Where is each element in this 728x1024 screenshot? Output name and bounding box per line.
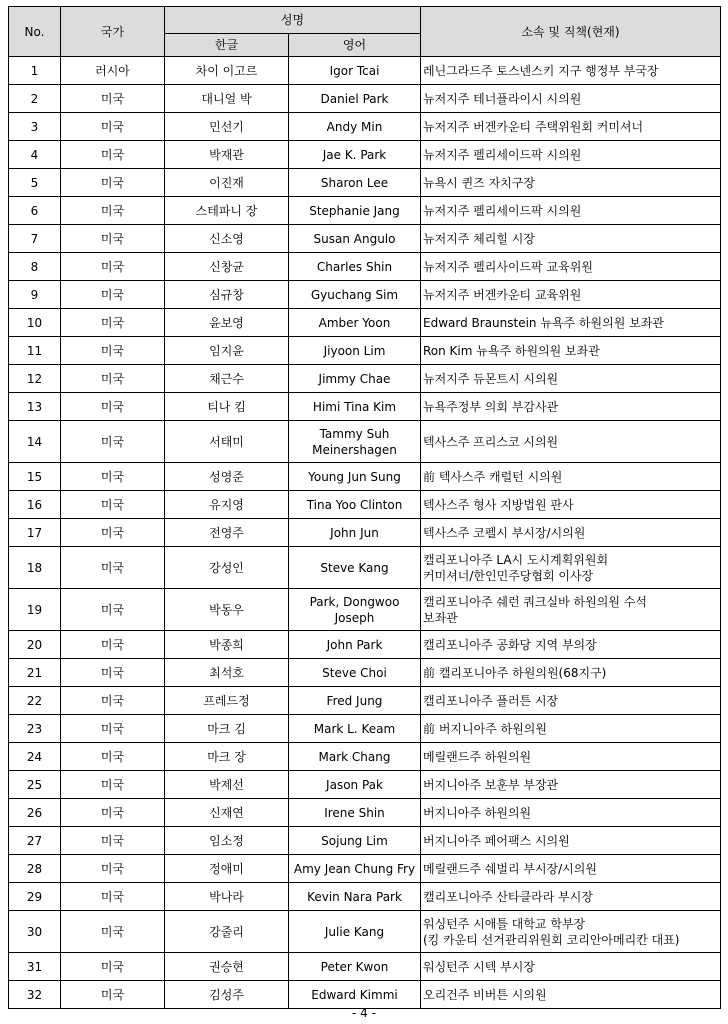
row-number: 28	[9, 855, 61, 883]
row-name-english	[289, 225, 421, 253]
row-country: 미국	[61, 799, 165, 827]
affiliation-line: 뉴저지주 펠리세이드팍 시의원	[423, 203, 582, 218]
table-header	[9, 7, 721, 57]
name-english-line: Jae K. Park	[322, 147, 387, 162]
row-name-english	[289, 491, 421, 519]
row-affiliation	[421, 519, 721, 547]
row-affiliation	[421, 855, 721, 883]
row-name-english	[289, 799, 421, 827]
name-english-line: Fred Jung	[326, 693, 383, 708]
row-name-english	[289, 197, 421, 225]
table-row	[9, 253, 721, 281]
row-country: 미국	[61, 85, 165, 113]
row-name-english	[289, 253, 421, 281]
row-name-korean: 임지윤	[165, 337, 289, 365]
row-country: 미국	[61, 463, 165, 491]
row-name-english	[289, 911, 421, 953]
page-number: - 4 -	[352, 1006, 376, 1020]
row-number: 3	[9, 113, 61, 141]
row-country: 미국	[61, 113, 165, 141]
row-name-english	[289, 547, 421, 589]
name-english-line: Steve Kang	[320, 560, 389, 575]
row-name-english	[289, 337, 421, 365]
row-affiliation	[421, 715, 721, 743]
row-number: 29	[9, 883, 61, 911]
affiliation-line: 메릴랜드주 쉐벌리 부시장/시의원	[423, 861, 597, 876]
name-english-line: Julie Kang	[324, 924, 385, 939]
name-english-line: Sharon Lee	[320, 175, 389, 190]
row-number: 20	[9, 631, 61, 659]
affiliation-line: 뉴저지주 테너플라이시 시의원	[423, 91, 582, 106]
row-number: 2	[9, 85, 61, 113]
row-country: 미국	[61, 743, 165, 771]
row-name-english	[289, 141, 421, 169]
affiliation-line: 버지니아주 하원의원	[423, 805, 532, 820]
row-name-english	[289, 953, 421, 981]
row-country: 미국	[61, 337, 165, 365]
affiliation-line: 워싱턴주 시텍 부시장	[423, 959, 535, 974]
table-row	[9, 421, 721, 463]
row-country: 미국	[61, 253, 165, 281]
table-row	[9, 169, 721, 197]
row-number: 14	[9, 421, 61, 463]
row-number: 30	[9, 911, 61, 953]
row-affiliation	[421, 953, 721, 981]
table-row	[9, 57, 721, 85]
row-country: 미국	[61, 519, 165, 547]
row-name-english	[289, 113, 421, 141]
row-country: 미국	[61, 715, 165, 743]
name-english-line: Peter Kwon	[320, 959, 389, 974]
row-name-korean: 임소정	[165, 827, 289, 855]
row-number: 5	[9, 169, 61, 197]
row-affiliation	[421, 981, 721, 1009]
row-country: 미국	[61, 953, 165, 981]
row-country: 미국	[61, 309, 165, 337]
row-affiliation	[421, 85, 721, 113]
name-english-line: Young Jun Sung	[308, 469, 401, 484]
row-country: 미국	[61, 225, 165, 253]
affiliation-line: Ron Kim 뉴욕주 하원의원 보좌관	[423, 343, 600, 358]
officials-table	[8, 6, 721, 1009]
row-affiliation	[421, 57, 721, 85]
affiliation-line: 뉴저지주 펠리세이드팍 시의원	[423, 147, 582, 162]
affiliation-line: 캘리포니아주 플러튼 시장	[423, 693, 559, 708]
header-country: 국가	[61, 7, 165, 57]
name-english-line: Irene Shin	[324, 805, 385, 820]
row-name-english	[289, 827, 421, 855]
affiliation-line: Edward Braunstein 뉴욕주 하원의원 보좌관	[423, 315, 664, 330]
row-affiliation	[421, 141, 721, 169]
affiliation-line: 보좌관	[423, 610, 458, 625]
table-row	[9, 589, 721, 631]
row-name-english	[289, 589, 421, 631]
row-name-korean: 프레드정	[165, 687, 289, 715]
header-name-korean: 한글	[165, 34, 289, 57]
row-number: 6	[9, 197, 61, 225]
row-number: 18	[9, 547, 61, 589]
row-name-korean: 차이 이고르	[165, 57, 289, 85]
row-number: 24	[9, 743, 61, 771]
table-row	[9, 687, 721, 715]
affiliation-line: (킹 카운티 선거관리위원회 코리안아메리칸 대표)	[423, 932, 680, 947]
row-number: 10	[9, 309, 61, 337]
affiliation-line: 캘리포니아주 LA시 도시계획위원회	[423, 552, 609, 567]
row-country: 미국	[61, 981, 165, 1009]
affiliation-line: 텍사스주 코펠시 부시장/시의원	[423, 525, 586, 540]
table-row	[9, 463, 721, 491]
row-name-korean: 스테파니 장	[165, 197, 289, 225]
table-row	[9, 547, 721, 589]
name-english-line: Meinershagen	[312, 442, 397, 457]
table-row	[9, 911, 721, 953]
row-country: 미국	[61, 547, 165, 589]
row-name-english	[289, 519, 421, 547]
row-affiliation	[421, 113, 721, 141]
name-english-line: Charles Shin	[316, 259, 393, 274]
table-row	[9, 491, 721, 519]
affiliation-line: 뉴욕주정부 의회 부감사관	[423, 399, 559, 414]
row-country: 미국	[61, 659, 165, 687]
row-country: 미국	[61, 141, 165, 169]
affiliation-line: 버지니아주 보훈부 부장관	[423, 777, 559, 792]
row-affiliation	[421, 827, 721, 855]
table-row	[9, 85, 721, 113]
affiliation-line: 뉴저지주 버겐카운티 교육위원	[423, 287, 582, 302]
row-number: 16	[9, 491, 61, 519]
row-country: 미국	[61, 827, 165, 855]
row-country: 러시아	[61, 57, 165, 85]
row-number: 4	[9, 141, 61, 169]
row-affiliation	[421, 337, 721, 365]
affiliation-line: 레닌그라드주 토스넨스키 지구 행정부 부국장	[423, 63, 659, 78]
name-english-line: Jimmy Chae	[318, 371, 391, 386]
row-name-korean: 심규창	[165, 281, 289, 309]
name-english-line: Park, Dongwoo	[309, 594, 400, 609]
name-english-line: Amber Yoon	[318, 315, 391, 330]
name-english-line: Daniel Park	[320, 91, 389, 106]
row-name-korean: 박종희	[165, 631, 289, 659]
row-name-english	[289, 687, 421, 715]
row-name-korean: 권승현	[165, 953, 289, 981]
row-affiliation	[421, 197, 721, 225]
row-name-korean: 신소영	[165, 225, 289, 253]
affiliation-line: 캘리포니아주 산타클라라 부시장	[423, 889, 593, 904]
row-name-korean: 강줄리	[165, 911, 289, 953]
row-affiliation	[421, 491, 721, 519]
row-country: 미국	[61, 589, 165, 631]
name-english-line: Edward Kimmi	[311, 987, 398, 1002]
table-row	[9, 141, 721, 169]
row-country: 미국	[61, 631, 165, 659]
row-number: 19	[9, 589, 61, 631]
table-row	[9, 225, 721, 253]
row-name-korean: 강성인	[165, 547, 289, 589]
row-affiliation	[421, 281, 721, 309]
row-name-korean: 최석호	[165, 659, 289, 687]
row-number: 32	[9, 981, 61, 1009]
table-row	[9, 799, 721, 827]
row-number: 11	[9, 337, 61, 365]
row-country: 미국	[61, 491, 165, 519]
name-english-line: Stephanie Jang	[309, 203, 400, 218]
table-row	[9, 883, 721, 911]
name-english-line: Kevin Nara Park	[307, 889, 402, 904]
name-english-line: Amy Jean Chung Fry	[293, 861, 416, 876]
row-number: 9	[9, 281, 61, 309]
table-row	[9, 659, 721, 687]
row-country: 미국	[61, 393, 165, 421]
row-name-korean: 마크 장	[165, 743, 289, 771]
row-name-korean: 박제선	[165, 771, 289, 799]
row-name-korean: 전영주	[165, 519, 289, 547]
affiliation-line: 前 캘리포니아주 하원의원(68지구)	[423, 665, 607, 680]
name-english-line: Jiyoon Lim	[323, 343, 386, 358]
affiliation-line: 뉴저지주 체리힐 시장	[423, 231, 535, 246]
name-english-line: John Jun	[330, 525, 379, 540]
row-affiliation	[421, 883, 721, 911]
row-name-english	[289, 715, 421, 743]
row-number: 31	[9, 953, 61, 981]
table-row	[9, 393, 721, 421]
name-english-line: Mark L. Keam	[313, 721, 396, 736]
row-name-korean: 대니얼 박	[165, 85, 289, 113]
table-body	[9, 57, 721, 1009]
row-country: 미국	[61, 911, 165, 953]
row-name-english	[289, 421, 421, 463]
header-affiliation: 소속 및 직책(현재)	[421, 7, 721, 57]
row-affiliation	[421, 911, 721, 953]
row-name-english	[289, 393, 421, 421]
row-name-korean: 신재연	[165, 799, 289, 827]
row-name-english	[289, 981, 421, 1009]
row-name-korean: 채근수	[165, 365, 289, 393]
row-name-english	[289, 463, 421, 491]
table-row	[9, 771, 721, 799]
row-country: 미국	[61, 365, 165, 393]
row-number: 15	[9, 463, 61, 491]
table-row	[9, 981, 721, 1009]
row-name-korean: 박나라	[165, 883, 289, 911]
row-name-korean: 박동우	[165, 589, 289, 631]
affiliation-line: 오리건주 비버튼 시의원	[423, 987, 547, 1002]
row-name-english	[289, 855, 421, 883]
name-english-line: Himi Tina Kim	[312, 399, 397, 414]
name-english-line: Steve Choi	[322, 665, 387, 680]
row-name-english	[289, 281, 421, 309]
row-number: 17	[9, 519, 61, 547]
row-number: 12	[9, 365, 61, 393]
row-name-korean: 마크 김	[165, 715, 289, 743]
affiliation-line: 텍사스주 프리스코 시의원	[423, 434, 559, 449]
row-name-korean: 서태미	[165, 421, 289, 463]
row-country: 미국	[61, 281, 165, 309]
affiliation-line: 뉴욕시 퀸즈 자치구장	[423, 175, 535, 190]
affiliation-line: 캘리포니아주 쉐런 쿼크실바 하원의원 수석	[423, 594, 647, 609]
row-affiliation	[421, 771, 721, 799]
row-number: 13	[9, 393, 61, 421]
header-name: 성명	[165, 7, 421, 34]
row-name-english	[289, 85, 421, 113]
name-english-line: Susan Angulo	[313, 231, 396, 246]
row-country: 미국	[61, 771, 165, 799]
row-name-english	[289, 57, 421, 85]
row-affiliation	[421, 393, 721, 421]
name-english-line: Igor Tcai	[329, 63, 380, 78]
row-country: 미국	[61, 197, 165, 225]
row-affiliation	[421, 687, 721, 715]
row-affiliation	[421, 589, 721, 631]
affiliation-line: 커미셔너/한인민주당협회 이사장	[423, 568, 594, 583]
row-name-english	[289, 743, 421, 771]
row-name-korean: 티나 킴	[165, 393, 289, 421]
row-name-english	[289, 309, 421, 337]
name-english-line: Mark Chang	[318, 749, 391, 764]
row-name-korean: 유지영	[165, 491, 289, 519]
name-english-line: Jason Pak	[326, 777, 383, 792]
header-no: No.	[9, 7, 61, 57]
table-row	[9, 365, 721, 393]
table-row	[9, 309, 721, 337]
row-affiliation	[421, 169, 721, 197]
table-row	[9, 855, 721, 883]
row-affiliation	[421, 659, 721, 687]
row-number: 1	[9, 57, 61, 85]
row-affiliation	[421, 309, 721, 337]
header-name-english: 영어	[289, 34, 421, 57]
row-name-korean: 김성주	[165, 981, 289, 1009]
row-affiliation	[421, 365, 721, 393]
row-name-english	[289, 631, 421, 659]
affiliation-line: 캘리포니아주 공화당 지역 부의장	[423, 637, 597, 652]
affiliation-line: 뉴저지주 펠리사이드팍 교육위원	[423, 259, 593, 274]
row-name-english	[289, 365, 421, 393]
row-country: 미국	[61, 169, 165, 197]
name-english-line: Andy Min	[326, 119, 383, 134]
affiliation-line: 워싱턴주 시애틀 대학교 학부장	[423, 916, 586, 931]
row-affiliation	[421, 631, 721, 659]
affiliation-line: 메릴랜드주 하원의원	[423, 749, 532, 764]
row-country: 미국	[61, 855, 165, 883]
table-row	[9, 197, 721, 225]
table-row	[9, 337, 721, 365]
name-english-line: Gyuchang Sim	[310, 287, 399, 302]
table-row	[9, 953, 721, 981]
table-row	[9, 743, 721, 771]
affiliation-line: 뉴저지주 버겐카운티 주택위원회 커미셔너	[423, 119, 644, 134]
affiliation-line: 前 텍사스주 캐럴턴 시의원	[423, 469, 563, 484]
row-affiliation	[421, 743, 721, 771]
row-number: 25	[9, 771, 61, 799]
row-name-english	[289, 883, 421, 911]
row-affiliation	[421, 253, 721, 281]
row-name-english	[289, 169, 421, 197]
row-name-english	[289, 659, 421, 687]
table-row	[9, 631, 721, 659]
row-number: 8	[9, 253, 61, 281]
row-name-korean: 박재관	[165, 141, 289, 169]
table-row	[9, 519, 721, 547]
row-name-korean: 민선기	[165, 113, 289, 141]
row-number: 7	[9, 225, 61, 253]
row-affiliation	[421, 547, 721, 589]
row-name-english	[289, 771, 421, 799]
table-row	[9, 113, 721, 141]
name-english-line: John Park	[326, 637, 383, 652]
name-english-line: Joseph	[334, 610, 375, 625]
row-number: 26	[9, 799, 61, 827]
row-country: 미국	[61, 687, 165, 715]
row-name-korean: 윤보영	[165, 309, 289, 337]
affiliation-line: 뉴저지주 듀몬트시 시의원	[423, 371, 559, 386]
name-english-line: Sojung Lim	[321, 833, 388, 848]
row-name-korean: 정애미	[165, 855, 289, 883]
row-affiliation	[421, 421, 721, 463]
row-number: 27	[9, 827, 61, 855]
row-affiliation	[421, 225, 721, 253]
table-row	[9, 715, 721, 743]
row-number: 23	[9, 715, 61, 743]
table-row	[9, 281, 721, 309]
row-name-korean: 성영준	[165, 463, 289, 491]
affiliation-line: 버지니아주 페어팩스 시의원	[423, 833, 570, 848]
name-english-line: Tina Yoo Clinton	[306, 497, 403, 512]
affiliation-line: 前 버지니아주 하원의원	[423, 721, 547, 736]
row-name-korean: 이진재	[165, 169, 289, 197]
row-name-korean: 신창균	[165, 253, 289, 281]
table-row	[9, 827, 721, 855]
row-country: 미국	[61, 883, 165, 911]
row-number: 22	[9, 687, 61, 715]
affiliation-line: 텍사스주 형사 지방법원 판사	[423, 497, 574, 512]
row-number: 21	[9, 659, 61, 687]
row-country: 미국	[61, 421, 165, 463]
row-affiliation	[421, 463, 721, 491]
name-english-line: Tammy Suh	[319, 426, 390, 441]
row-affiliation	[421, 799, 721, 827]
